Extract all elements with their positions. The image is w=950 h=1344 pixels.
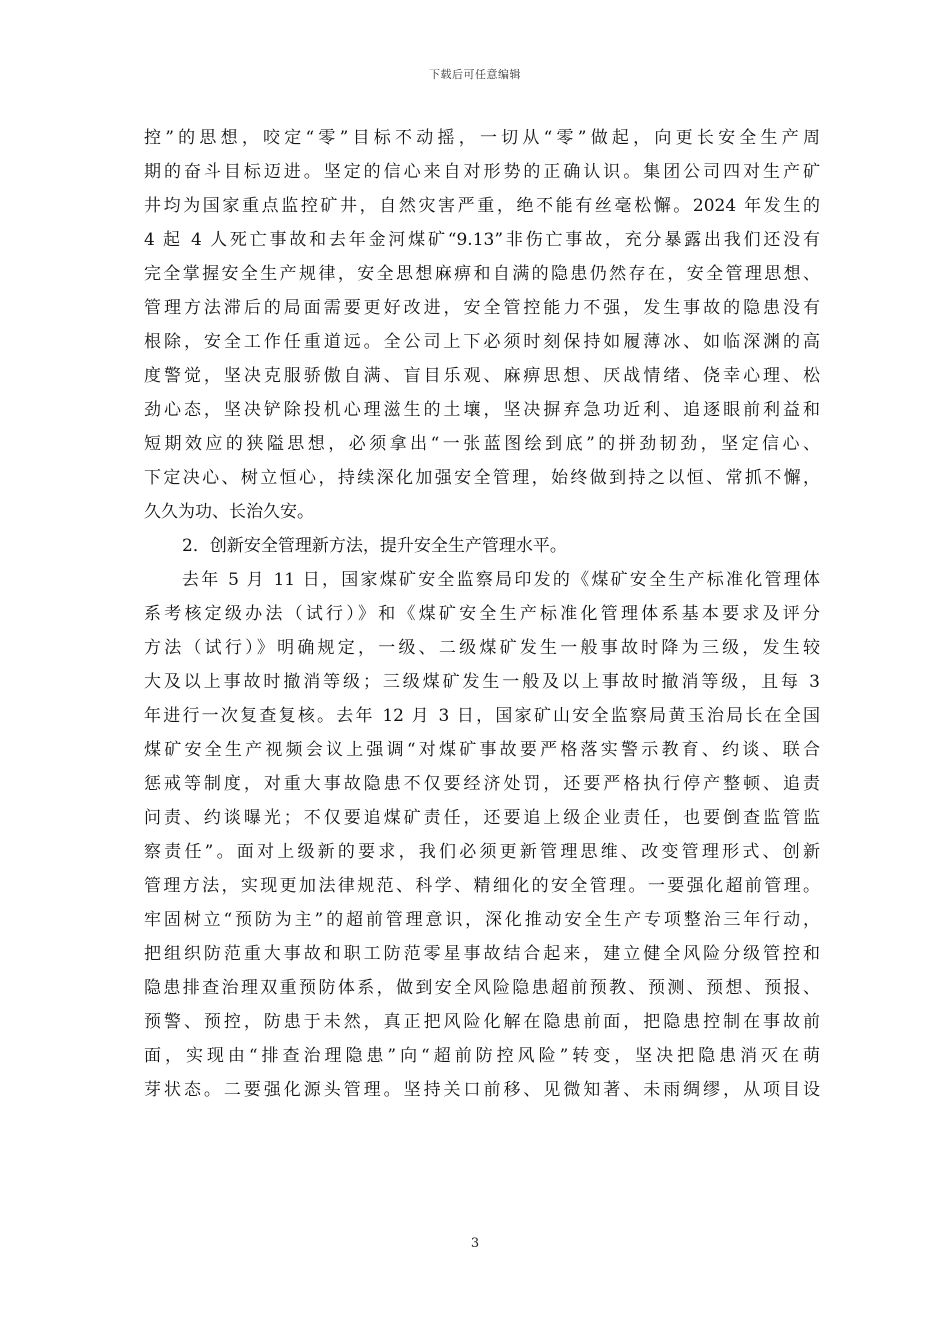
text-line: 4 起 4 人死亡事故和去年金河煤矿“9.13”非伤亡事故，充分暴露出我们还没有 <box>144 230 820 250</box>
text-line: 大及以上事故时撤消等级；三级煤矿发生一般及以上事故时撤消等级，且每 3 <box>144 672 820 692</box>
text-line: 管理方法滞后的局面需要更好改进，安全管控能力不强，发生事故的隐患没有 <box>144 298 820 318</box>
document-body <box>144 121 820 1107</box>
text-line: 久久为功、长治久安。 <box>144 502 314 522</box>
text-line: 问责、约谈曝光；不仅要追煤矿责任，还要追上级企业责任，也要倒查监管监 <box>144 808 820 828</box>
text-line: 期的奋斗目标迈进。坚定的信心来自对形势的正确认识。集团公司四对生产矿 <box>144 162 820 182</box>
text-line: 把组织防范重大事故和职工防范零星事故结合起来，建立健全风险分级管控和 <box>144 944 820 964</box>
text-line: 牢固树立“预防为主”的超前管理意识，深化推动安全生产专项整治三年行动， <box>144 910 820 930</box>
text-line: 井均为国家重点监控矿井，自然灾害严重，绝不能有丝毫松懈。2024 年发生的 <box>144 196 820 216</box>
text-line: 系考核定级办法（试行）》和《煤矿安全生产标准化管理体系基本要求及评分 <box>144 604 820 624</box>
text-line: 预警、预控，防患于未然，真正把风险化解在隐患前面，把隐患控制在事故前 <box>144 1012 820 1032</box>
text-line: 年进行一次复查复核。去年 12 月 3 日，国家矿山安全监察局黄玉治局长在全国 <box>144 706 820 726</box>
text-line: 方法（试行）》明确规定，一级、二级煤矿发生一般事故时降为三级，发生较 <box>144 638 820 658</box>
text-line: 去年 5 月 11 日，国家煤矿安全监察局印发的《煤矿安全生产标准化管理体 <box>182 570 820 590</box>
text-line: 度警觉，坚决克服骄傲自满、盲目乐观、麻痹思想、厌战情绪、侥幸心理、松 <box>144 366 820 386</box>
text-line: 完全掌握安全生产规律，安全思想麻痹和自满的隐患仍然存在，安全管理思想、 <box>144 264 820 284</box>
text-line: 管理方法，实现更加法律规范、科学、精细化的安全管理。一要强化超前管理。 <box>144 876 820 896</box>
text-line: 煤矿安全生产视频会议上强调“对煤矿事故要严格落实警示教育、约谈、联合 <box>144 740 820 760</box>
text-line: 根除，安全工作任重道远。全公司上下必须时刻保持如履薄冰、如临深渊的高 <box>144 332 820 352</box>
text-line: 察责任”。面对上级新的要求，我们必须更新管理思维、改变管理形式、创新 <box>144 842 820 862</box>
text-line: 控”的思想，咬定“零”目标不动摇，一切从“零”做起，向更长安全生产周 <box>144 128 820 148</box>
text-line: 面，实现由“排查治理隐患”向“超前防控风险”转变，坚决把隐患消灭在萌 <box>144 1046 820 1066</box>
text-line: 短期效应的狭隘思想，必须拿出“一张蓝图绘到底”的拼劲韧劲，坚定信心、 <box>144 434 820 454</box>
page-header: 下载后可任意编辑 <box>429 68 521 81</box>
section-heading: 2．创新安全管理新方法，提升安全生产管理水平。 <box>182 536 567 556</box>
text-line: 芽状态。二要强化源头管理。坚持关口前移、见微知著、未雨绸缪，从项目设 <box>144 1080 820 1100</box>
text-line: 隐患排查治理双重预防体系，做到安全风险隐患超前预教、预测、预想、预报、 <box>144 978 820 998</box>
text-line: 劲心态，坚决铲除投机心理滋生的土壤，坚决摒弃急功近利、追逐眼前利益和 <box>144 400 820 420</box>
text-line: 惩戒等制度，对重大事故隐患不仅要经济处罚，还要严格执行停产整顿、追责 <box>144 774 820 794</box>
text-line: 下定决心、树立恒心，持续深化加强安全管理，始终做到持之以恒、常抓不懈， <box>144 468 820 488</box>
page-number: 3 <box>470 1236 480 1251</box>
